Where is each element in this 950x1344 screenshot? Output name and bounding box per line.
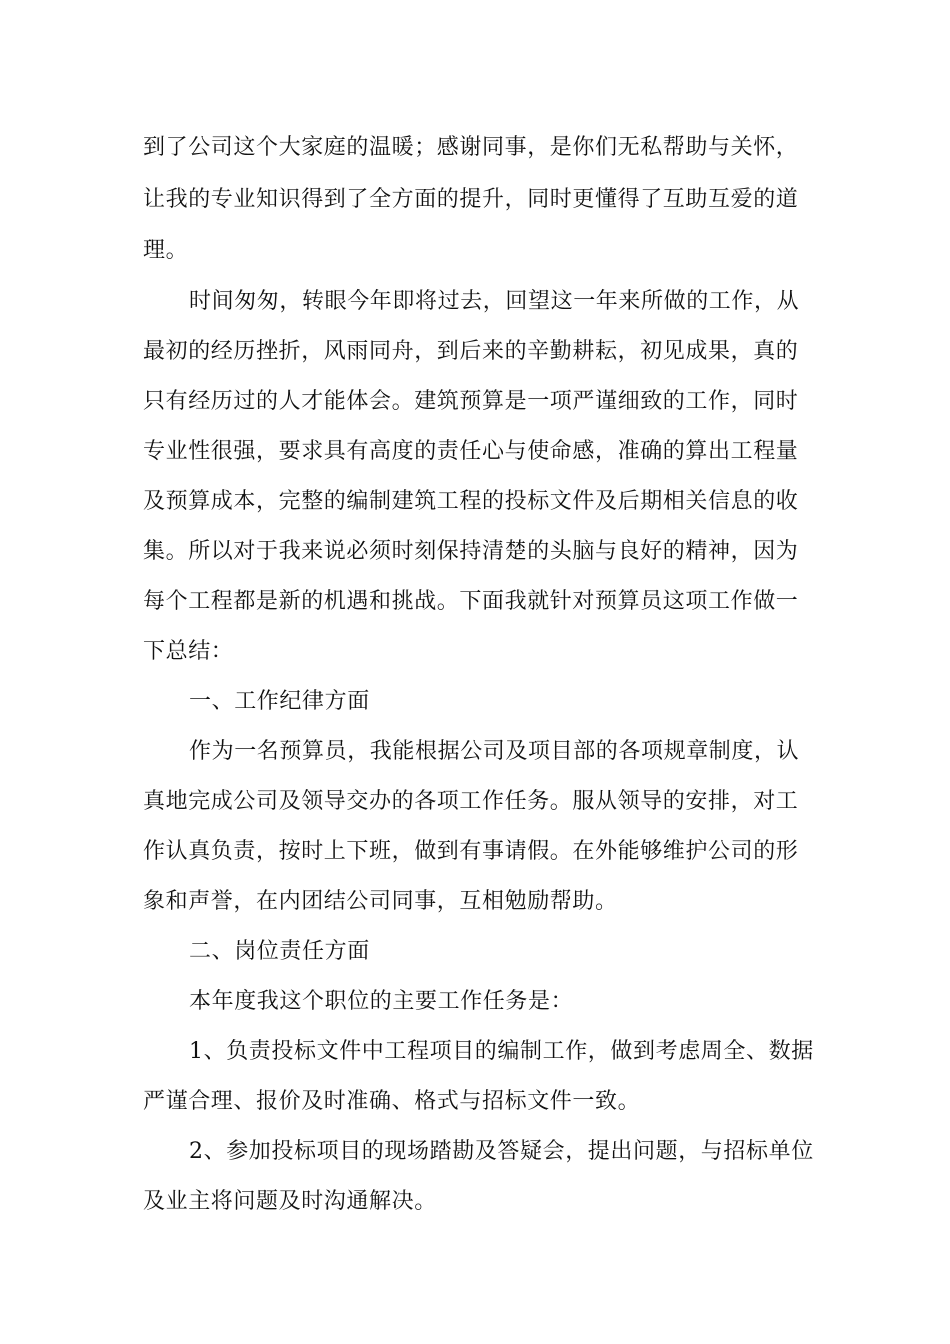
- text-line: 集。所以对于我来说必须时刻保持清楚的头脑与良好的精神，因为: [143, 539, 799, 564]
- text-line: 每个工程都是新的机遇和挑战。下面我就针对预算员这项工作做一: [143, 589, 799, 614]
- text-line: 最初的经历挫折，风雨同舟，到后来的辛勤耕耘，初见成果，真的: [143, 339, 799, 364]
- text-line: 及预算成本，完整的编制建筑工程的投标文件及后期相关信息的收: [143, 489, 799, 514]
- text-line: 及业主将问题及时沟通解决。: [143, 1189, 437, 1214]
- text-line: 时间匆匆，转眼今年即将过去，回望这一年来所做的工作，从: [189, 289, 800, 314]
- text-line: 作认真负责，按时上下班，做到有事请假。在外能够维护公司的形: [143, 839, 799, 864]
- text-line: 严谨合理、报价及时准确、格式与招标文件一致。: [143, 1089, 641, 1114]
- text-line: 本年度我这个职位的主要工作任务是：: [189, 989, 574, 1014]
- text-line: 作为一名预算员，我能根据公司及项目部的各项规章制度，认: [189, 739, 800, 764]
- text-line: 下总结：: [143, 639, 234, 664]
- section-heading: 二、岗位责任方面: [189, 939, 370, 964]
- text-line: 象和声誉，在内团结公司同事，互相勉励帮助。: [143, 889, 618, 914]
- text-line: 理。: [143, 238, 189, 263]
- text-line: 真地完成公司及领导交办的各项工作任务。服从领导的安排，对工: [143, 789, 799, 814]
- list-item: 2、参加投标项目的现场踏勘及答疑会，提出问题，与招标单位: [189, 1139, 814, 1164]
- text-line: 只有经历过的人才能体会。建筑预算是一项严谨细致的工作，同时: [143, 389, 799, 414]
- text-line: 到了公司这个大家庭的温暖；感谢同事，是你们无私帮助与关怀，: [143, 135, 799, 160]
- text-line: 让我的专业知识得到了全方面的提升，同时更懂得了互助互爱的道: [143, 187, 799, 212]
- text-line: 专业性很强，要求具有高度的责任心与使命感，准确的算出工程量: [143, 439, 799, 464]
- section-heading: 一、工作纪律方面: [189, 689, 370, 714]
- list-item: 1、负责投标文件中工程项目的编制工作，做到考虑周全、数据: [189, 1039, 814, 1064]
